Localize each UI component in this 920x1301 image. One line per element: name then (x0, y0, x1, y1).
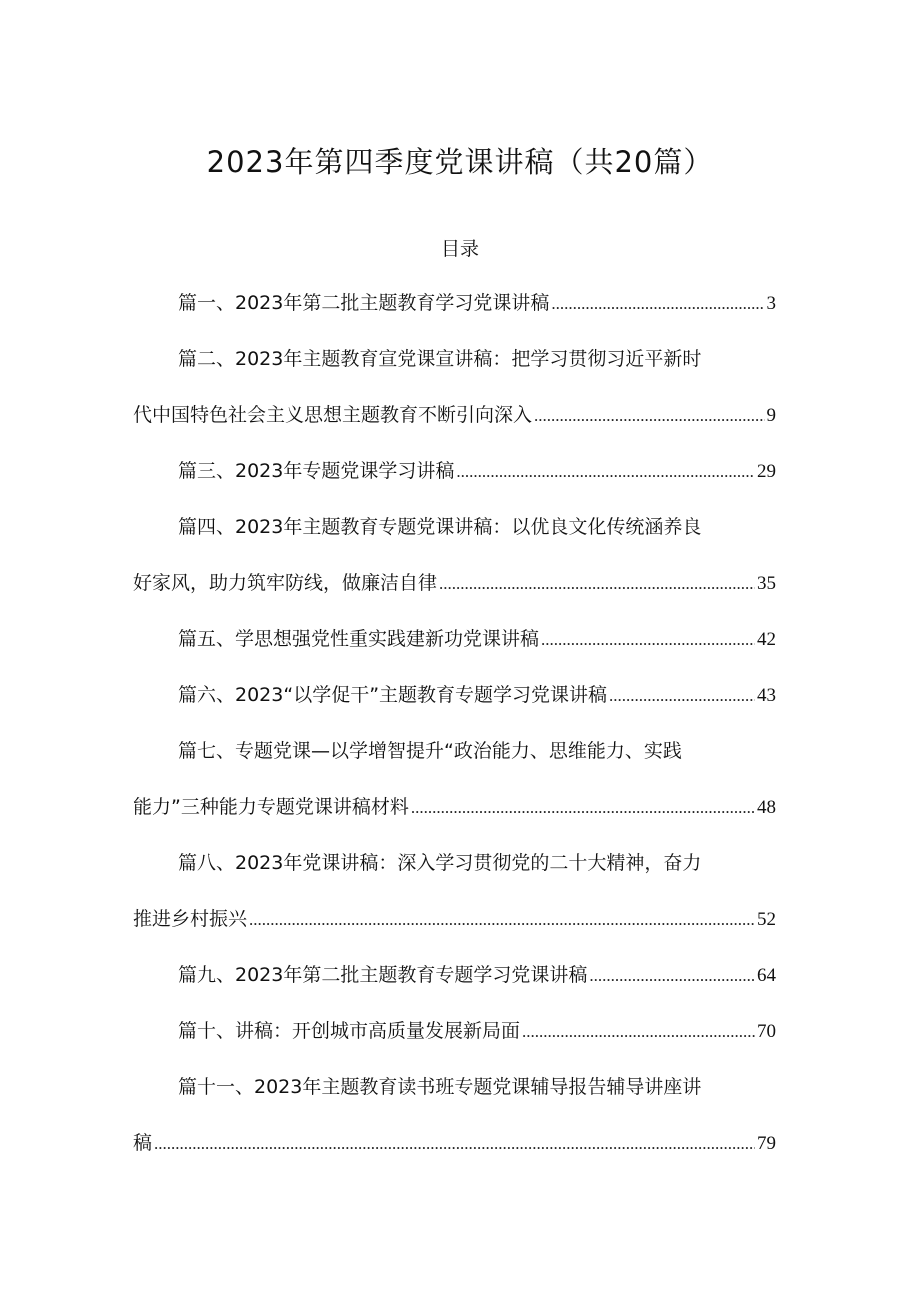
toc-page-number: 70 (757, 1021, 776, 1042)
toc-entry-text: 代中国特色社会主义思想主题教育不断引向深入 (133, 404, 533, 426)
toc-leader-dots (589, 963, 755, 989)
toc-leader-dots (541, 627, 755, 653)
toc-entry-text: 篇六、2023“以学促干”主题教育专题学习党课讲稿 (178, 684, 608, 706)
toc-page-number: 64 (757, 965, 776, 986)
toc-leader-dots (411, 795, 755, 821)
toc-page-number: 48 (757, 797, 776, 818)
toc-page-number: 29 (757, 461, 776, 482)
document-title: 2023年第四季度党课讲稿（共20篇） (206, 145, 714, 179)
toc-entry-10[interactable] (178, 1018, 776, 1044)
toc-entry-text: 能力”三种能力专题党课讲稿材料 (133, 796, 409, 818)
toc-entry-4-cont[interactable] (133, 570, 776, 596)
toc-entry-1[interactable] (178, 290, 776, 316)
toc-entry-text: 好家风，助力筑牢防线，做廉洁自律 (133, 572, 438, 594)
toc-heading: 目录 (440, 238, 479, 260)
toc-page-number: 52 (757, 909, 776, 930)
toc-entry-2-cont[interactable] (133, 402, 776, 428)
toc-entry-7-cont[interactable] (133, 794, 776, 820)
toc-entry-5[interactable] (178, 626, 776, 652)
toc-entry-text: 篇五、学思想强党性重实践建新功党课讲稿 (178, 628, 540, 650)
toc-entry-11-cont[interactable] (133, 1130, 776, 1156)
toc-leader-dots (534, 403, 764, 429)
toc-entry-text: 篇二、2023年主题教育宣党课宣讲稿：把学习贯彻习近平新时 (178, 348, 702, 370)
toc-page-number: 3 (766, 293, 776, 314)
toc-entry-text: 篇十、讲稿：开创城市高质量发展新局面 (178, 1020, 521, 1042)
toc-page-number: 9 (766, 405, 776, 426)
toc-entry-text: 篇三、2023年专题党课学习讲稿 (178, 460, 455, 482)
toc-entry-3[interactable] (178, 458, 776, 484)
toc-page-number: 79 (757, 1133, 776, 1154)
toc-entry-8[interactable] (178, 850, 738, 876)
toc-leader-dots (249, 907, 755, 933)
toc-entry-text: 篇九、2023年第二批主题教育专题学习党课讲稿 (178, 964, 588, 986)
toc-entry-6[interactable] (178, 682, 776, 708)
toc-entry-9[interactable] (178, 962, 776, 988)
toc-entry-text: 篇八、2023年党课讲稿：深入学习贯彻党的二十大精神，奋力 (178, 852, 702, 874)
toc-entry-4[interactable] (178, 514, 738, 540)
toc-entry-text: 篇十一、2023年主题教育读书班专题党课辅导报告辅导讲座讲 (178, 1076, 702, 1098)
toc-entry-8-cont[interactable] (133, 906, 776, 932)
toc-page-number: 42 (757, 629, 776, 650)
toc-leader-dots (609, 683, 755, 709)
toc-entry-7[interactable] (178, 738, 738, 764)
toc-page-number: 35 (757, 573, 776, 594)
toc-leader-dots (154, 1131, 755, 1157)
toc-entry-text: 篇一、2023年第二批主题教育学习党课讲稿 (178, 292, 550, 314)
toc-entry-text: 篇七、专题党课—以学增智提升“政治能力、思维能力、实践 (178, 740, 682, 762)
toc-entry-text: 篇四、2023年主题教育专题党课讲稿：以优良文化传统涵养良 (178, 516, 702, 538)
toc-entry-text: 稿 (133, 1132, 153, 1154)
toc-leader-dots (551, 291, 764, 317)
toc-entry-11[interactable] (178, 1074, 738, 1100)
toc-entry-2[interactable] (178, 346, 738, 372)
toc-leader-dots (522, 1019, 755, 1045)
toc-page-number: 43 (757, 685, 776, 706)
toc-leader-dots (439, 571, 755, 597)
toc-entry-text: 推进乡村振兴 (133, 908, 248, 930)
toc-leader-dots (456, 459, 755, 485)
